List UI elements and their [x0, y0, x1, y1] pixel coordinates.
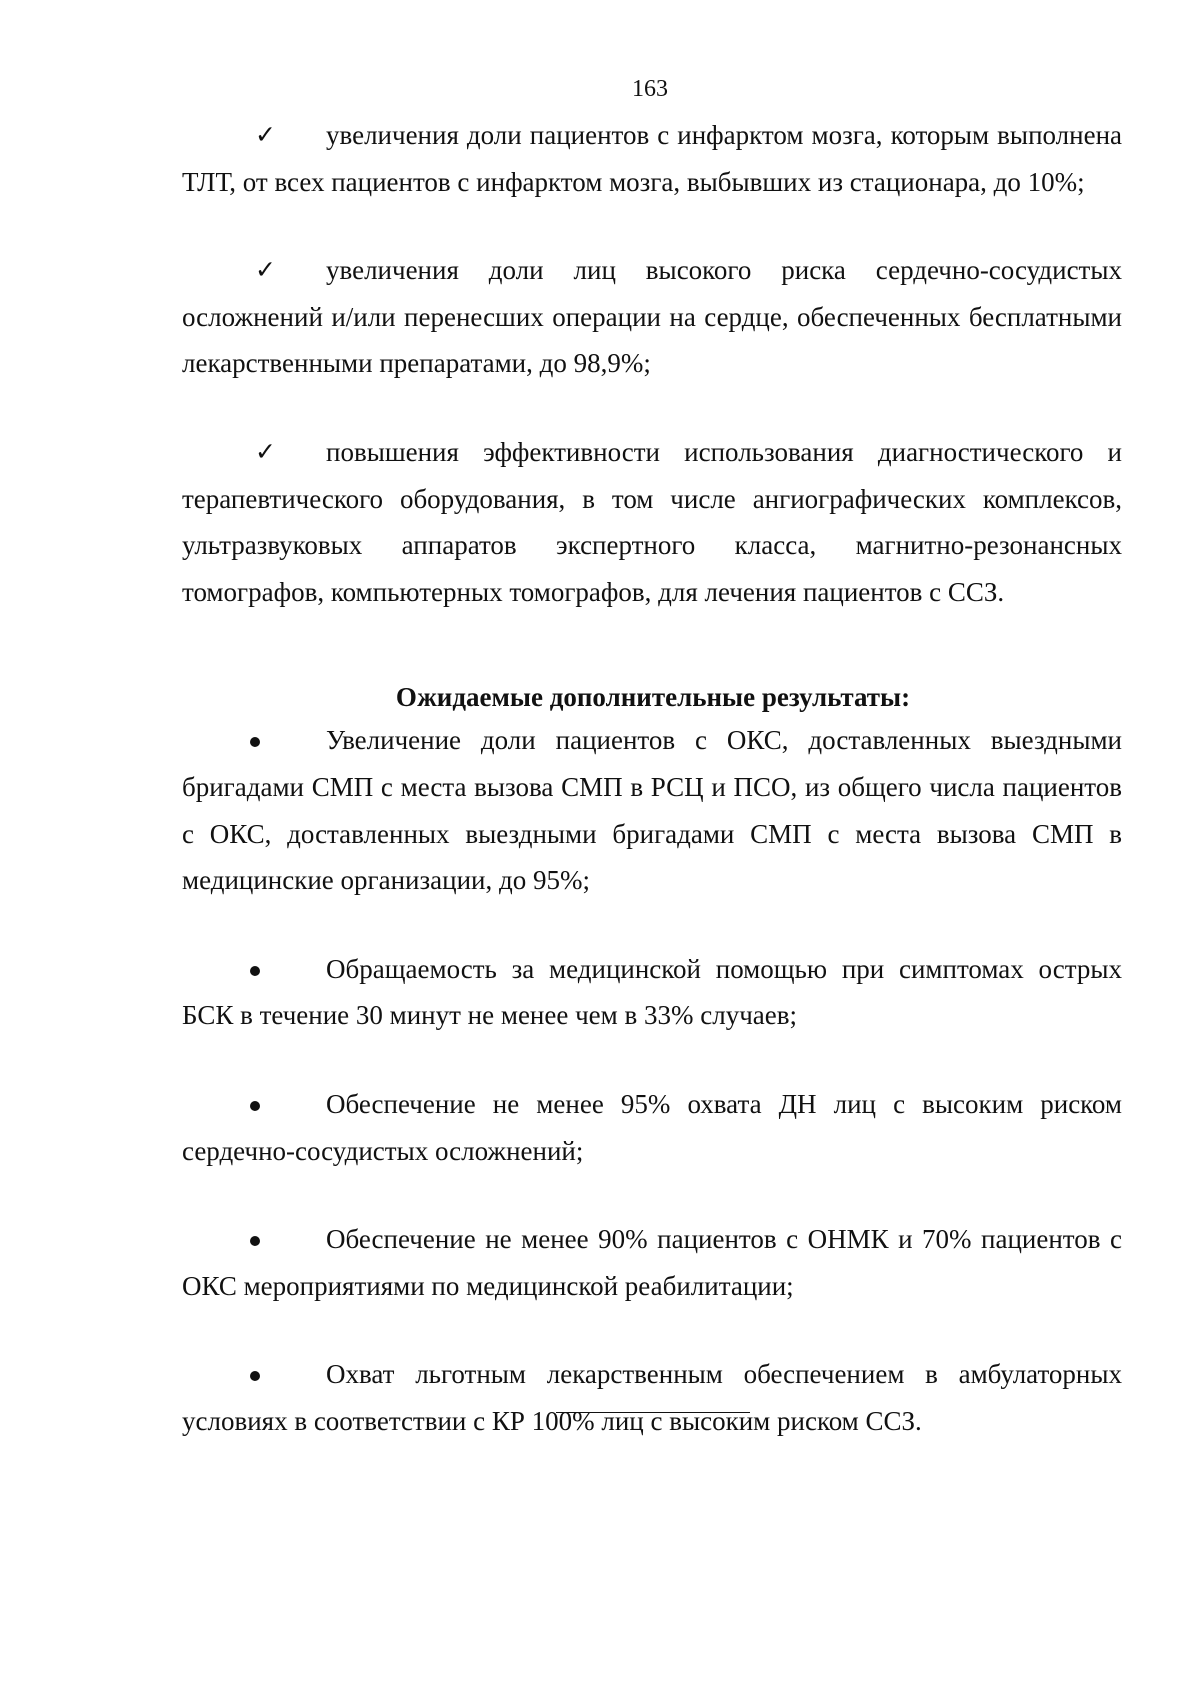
bullet-item [182, 1351, 1122, 1444]
bullet-item-text: Обеспечение не менее 90% пациентов с ОНМК и 70% пациентов с ОКС мероприятиями по медицинской реабилитации; [182, 1224, 1122, 1301]
checkmark-icon: ✓ [255, 120, 276, 149]
bullet-icon [250, 737, 260, 747]
bullet-item [182, 1216, 1122, 1309]
check-item-text: повышения эффективности использования диагностического и терапевтического оборудования, в том числе ангиографических комплексов, ультразвуковых аппаратов экспертного класса, магнитно-резонансных томографов, компьютерных томографов, для лечения пациентов с ССЗ. [182, 436, 1122, 607]
end-rule [556, 1412, 750, 1413]
bullet-icon [250, 1371, 260, 1381]
check-item-text: увеличения доли пациентов с инфарктом мозга, которым выполнена ТЛТ, от всех пациентов с инфарктом мозга, выбывших из стационара, до 10%; [182, 120, 1122, 197]
bullet-item [182, 1081, 1122, 1174]
checkmark-icon: ✓ [255, 436, 276, 466]
bullet-icon [250, 1101, 260, 1111]
bullet-item-text: Охват льготным лекарственным обеспечением в амбулаторных условиях в соответствии с КР 100% лиц с высоким риском ССЗ. [182, 1359, 1122, 1436]
bullet-item-text: Обращаемость за медицинской помощью при симптомах острых БСК в течение 30 минут не менее чем в 33% случаев; [182, 953, 1122, 1031]
bullet-item-text: Обеспечение не менее 95% охвата ДН лиц с высоким риском сердечно-сосудистых осложнений; [182, 1088, 1122, 1166]
bullet-icon [250, 966, 260, 976]
bullet-item [182, 946, 1122, 1039]
check-item [182, 247, 1122, 387]
bullet-item-text: Увеличение доли пациентов с ОКС, доставленных выездными бригадами СМП с места вызова СМП в РСЦ и ПСО, из общего числа пациентов с ОКС, доставленных выездными бригадами СМП с места вызова СМП в медицинские организации, до 95%; [182, 725, 1122, 896]
page-number: 163 [632, 76, 668, 102]
section-heading: Ожидаемые дополнительные результаты: [395, 682, 911, 713]
document-body [182, 112, 1122, 1444]
check-item-text: увеличения доли лиц высокого риска сердечно-сосудистых осложнений и/или перенесших операции на сердце, обеспеченных бесплатными лекарственными препаратами, до 98,9%; [182, 255, 1122, 379]
bullet-icon [250, 1236, 260, 1246]
bullet-item [182, 717, 1122, 903]
checkmark-icon: ✓ [255, 255, 276, 285]
check-item [182, 429, 1122, 615]
check-item [182, 112, 1122, 205]
